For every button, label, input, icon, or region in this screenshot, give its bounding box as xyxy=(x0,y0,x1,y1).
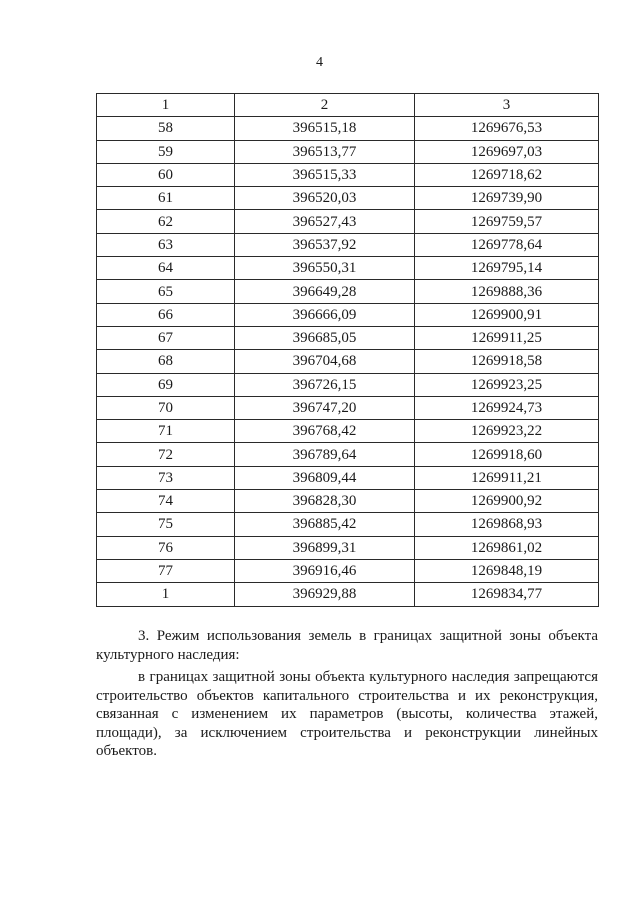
table-row xyxy=(97,303,599,326)
cell-x-coordinate: 396809,44 xyxy=(235,466,415,489)
cell-y-coordinate: 1269861,02 xyxy=(415,536,599,559)
cell-point-number: 60 xyxy=(97,163,235,186)
cell-point-number: 75 xyxy=(97,513,235,536)
page-number: 4 xyxy=(316,55,323,70)
table-row xyxy=(97,373,599,396)
cell-x-coordinate: 396899,31 xyxy=(235,536,415,559)
table-body xyxy=(97,117,599,606)
cell-point-number: 71 xyxy=(97,420,235,443)
cell-y-coordinate: 1269911,25 xyxy=(415,326,599,349)
cell-point-number: 59 xyxy=(97,140,235,163)
cell-y-coordinate: 1269900,91 xyxy=(415,303,599,326)
cell-y-coordinate: 1269911,21 xyxy=(415,466,599,489)
header-cell-y: 3 xyxy=(415,94,599,117)
table-row xyxy=(97,326,599,349)
cell-y-coordinate: 1269676,53 xyxy=(415,117,599,140)
cell-point-number: 62 xyxy=(97,210,235,233)
table-row xyxy=(97,559,599,582)
table-row xyxy=(97,257,599,280)
cell-x-coordinate: 396513,77 xyxy=(235,140,415,163)
cell-point-number: 74 xyxy=(97,490,235,513)
table-header-row xyxy=(97,94,599,117)
cell-x-coordinate: 396747,20 xyxy=(235,396,415,419)
cell-x-coordinate: 396685,05 xyxy=(235,326,415,349)
cell-y-coordinate: 1269795,14 xyxy=(415,257,599,280)
cell-x-coordinate: 396520,03 xyxy=(235,187,415,210)
cell-point-number: 63 xyxy=(97,233,235,256)
table-row xyxy=(97,536,599,559)
table-row xyxy=(97,420,599,443)
cell-y-coordinate: 1269834,77 xyxy=(415,583,599,606)
cell-point-number: 64 xyxy=(97,257,235,280)
cell-point-number: 58 xyxy=(97,117,235,140)
cell-y-coordinate: 1269778,64 xyxy=(415,233,599,256)
table-row xyxy=(97,280,599,303)
cell-x-coordinate: 396768,42 xyxy=(235,420,415,443)
cell-y-coordinate: 1269718,62 xyxy=(415,163,599,186)
cell-point-number: 76 xyxy=(97,536,235,559)
cell-x-coordinate: 396666,09 xyxy=(235,303,415,326)
header-cell-point: 1 xyxy=(97,94,235,117)
cell-x-coordinate: 396527,43 xyxy=(235,210,415,233)
cell-y-coordinate: 1269923,25 xyxy=(415,373,599,396)
cell-y-coordinate: 1269759,57 xyxy=(415,210,599,233)
cell-point-number: 77 xyxy=(97,559,235,582)
cell-point-number: 1 xyxy=(97,583,235,606)
table-row xyxy=(97,187,599,210)
coordinates-table xyxy=(96,93,599,607)
cell-point-number: 70 xyxy=(97,396,235,419)
table-row xyxy=(97,163,599,186)
cell-point-number: 68 xyxy=(97,350,235,373)
table-row xyxy=(97,117,599,140)
cell-y-coordinate: 1269739,90 xyxy=(415,187,599,210)
cell-point-number: 69 xyxy=(97,373,235,396)
table-row xyxy=(97,210,599,233)
cell-y-coordinate: 1269868,93 xyxy=(415,513,599,536)
cell-x-coordinate: 396916,46 xyxy=(235,559,415,582)
cell-y-coordinate: 1269848,19 xyxy=(415,559,599,582)
table-row xyxy=(97,490,599,513)
cell-point-number: 66 xyxy=(97,303,235,326)
table-row xyxy=(97,396,599,419)
cell-x-coordinate: 396704,68 xyxy=(235,350,415,373)
section-heading: 3. Режим использования земель в границах защитной зоны объекта культурного наследия: xyxy=(96,628,598,663)
cell-x-coordinate: 396828,30 xyxy=(235,490,415,513)
cell-y-coordinate: 1269923,22 xyxy=(415,420,599,443)
cell-x-coordinate: 396550,31 xyxy=(235,257,415,280)
cell-y-coordinate: 1269918,58 xyxy=(415,350,599,373)
cell-y-coordinate: 1269697,03 xyxy=(415,140,599,163)
table-row xyxy=(97,140,599,163)
table-row xyxy=(97,513,599,536)
cell-y-coordinate: 1269918,60 xyxy=(415,443,599,466)
header-cell-x: 2 xyxy=(235,94,415,117)
table-row xyxy=(97,443,599,466)
cell-y-coordinate: 1269924,73 xyxy=(415,396,599,419)
table-row xyxy=(97,350,599,373)
cell-x-coordinate: 396929,88 xyxy=(235,583,415,606)
cell-x-coordinate: 396537,92 xyxy=(235,233,415,256)
cell-point-number: 67 xyxy=(97,326,235,349)
table-row xyxy=(97,466,599,489)
cell-y-coordinate: 1269888,36 xyxy=(415,280,599,303)
cell-x-coordinate: 396649,28 xyxy=(235,280,415,303)
cell-point-number: 72 xyxy=(97,443,235,466)
cell-x-coordinate: 396885,42 xyxy=(235,513,415,536)
section-body: в границах защитной зоны объекта культурного наследия запрещаются строительство объектов капитального строительства и их реконструкция, связанная с изменением их параметров (высоты, количества этажей, площади), за исключением строительства и реконструкции линейных объектов. xyxy=(96,669,598,760)
cell-point-number: 61 xyxy=(97,187,235,210)
table-row xyxy=(97,233,599,256)
cell-x-coordinate: 396515,18 xyxy=(235,117,415,140)
cell-y-coordinate: 1269900,92 xyxy=(415,490,599,513)
cell-x-coordinate: 396789,64 xyxy=(235,443,415,466)
table-row xyxy=(97,583,599,606)
cell-x-coordinate: 396726,15 xyxy=(235,373,415,396)
cell-point-number: 65 xyxy=(97,280,235,303)
cell-point-number: 73 xyxy=(97,466,235,489)
cell-x-coordinate: 396515,33 xyxy=(235,163,415,186)
